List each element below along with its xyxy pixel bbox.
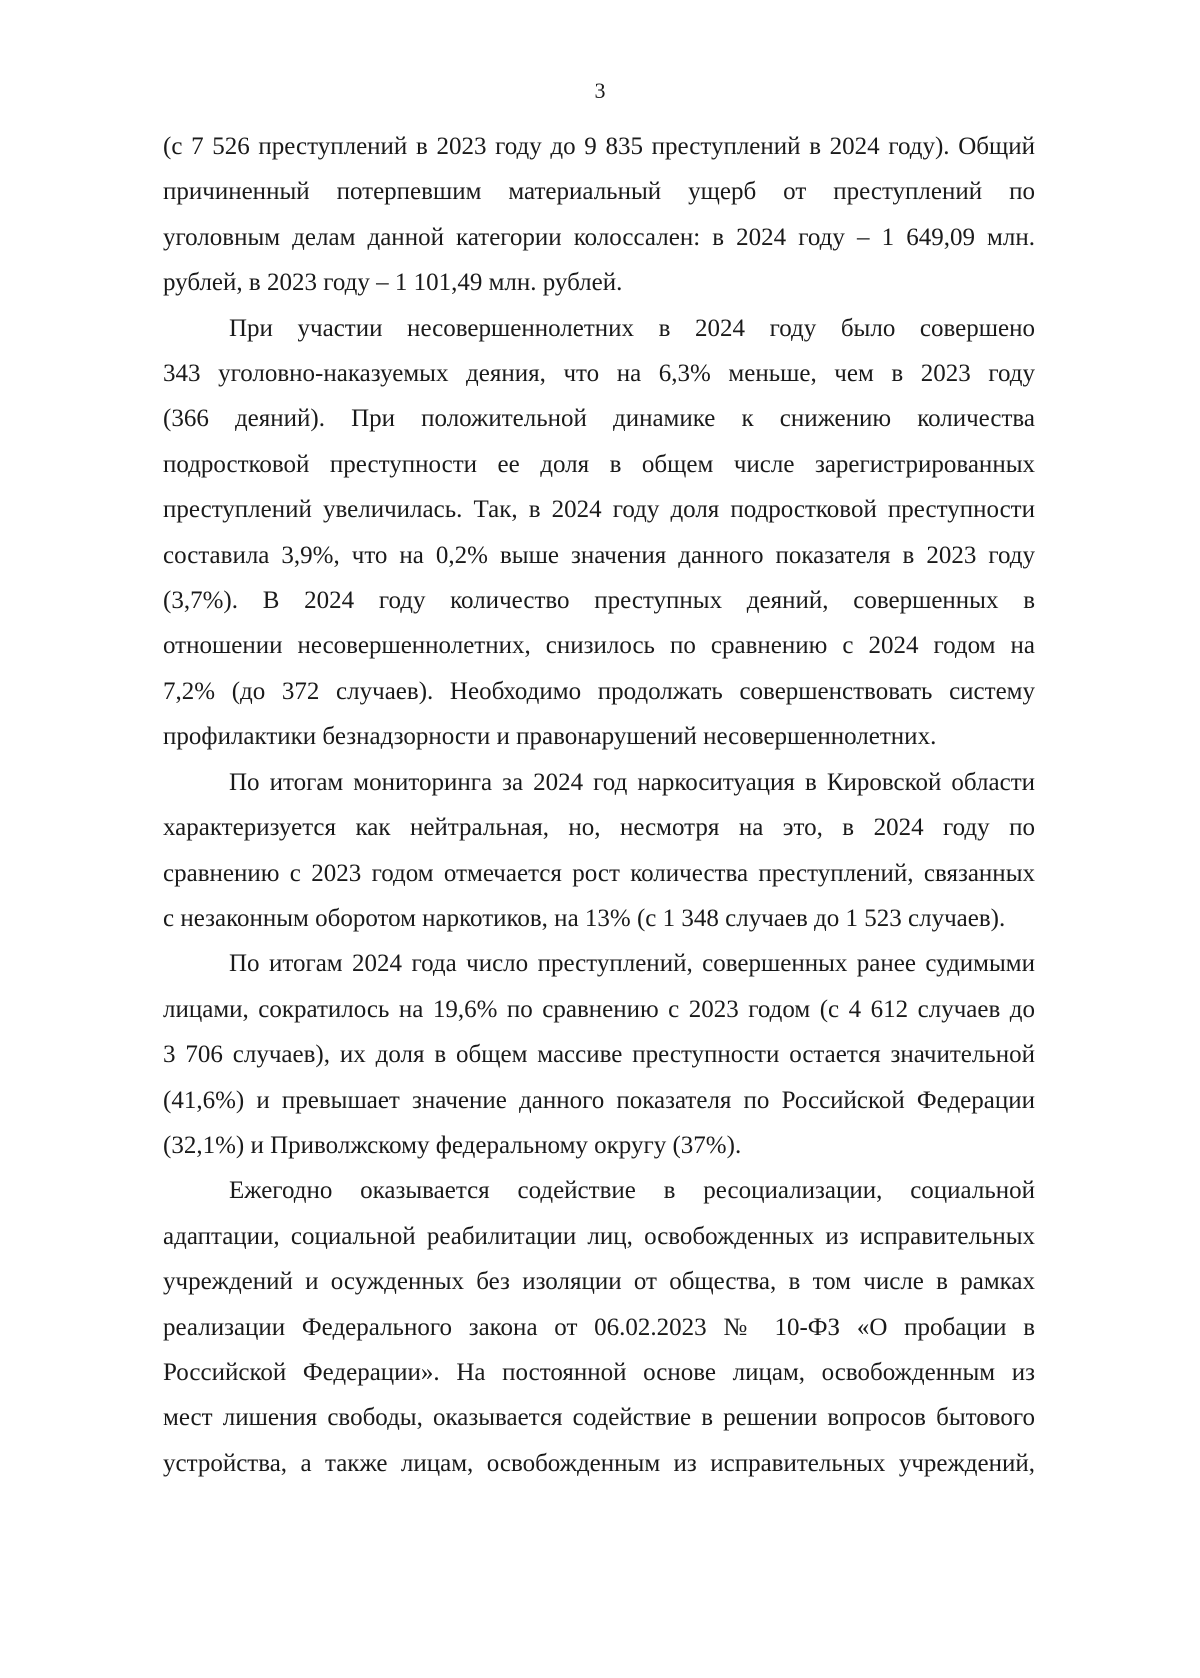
text-line: мест лишения свободы, оказывается содействие в решении вопросов бытового xyxy=(163,1404,1035,1432)
text-line: адаптации, социальной реабилитации лиц, освобожденных из исправительных xyxy=(163,1222,1035,1250)
text-line: уголовным делам данной категории колоссален: в 2024 году – 1 649,09 млн. xyxy=(163,223,1035,251)
paragraph xyxy=(163,124,1035,306)
text-line: Российской Федерации». На постоянной основе лицам, освобожденным из xyxy=(163,1358,1035,1386)
text-line: По итогам мониторинга за 2024 год наркоситуация в Кировской области xyxy=(229,768,1035,796)
text-line: Ежегодно оказывается содействие в ресоциализации, социальной xyxy=(229,1177,1035,1205)
text-line: учреждений и осужденных без изоляции от общества, в том числе в рамках xyxy=(163,1268,1035,1296)
text-line: (3,7%). В 2024 году количество преступных деяний, совершенных в xyxy=(163,587,1035,615)
text-line: (32,1%) и Приволжскому федеральному округу (37%). xyxy=(163,1131,742,1159)
paragraph xyxy=(163,1168,1035,1486)
text-line: подростковой преступности ее доля в общем числе зарегистрированных xyxy=(163,450,1035,478)
text-line: характеризуется как нейтральная, но, несмотря на это, в 2024 году по xyxy=(163,814,1035,842)
text-line: преступлений увеличилась. Так, в 2024 году доля подростковой преступности xyxy=(163,496,1035,524)
text-line: реализации Федерального закона от 06.02.2023 № 10-ФЗ «О пробации в xyxy=(163,1313,1035,1341)
text-line: лицами, сократилось на 19,6% по сравнению с 2023 годом (с 4 612 случаев до xyxy=(163,995,1035,1023)
text-line: 3 706 случаев), их доля в общем массиве преступности остается значительной xyxy=(163,1041,1035,1069)
paragraph xyxy=(163,760,1035,942)
paragraph xyxy=(163,306,1035,760)
text-line: профилактики безнадзорности и правонарушений несовершеннолетних. xyxy=(163,723,937,751)
text-line: составила 3,9%, что на 0,2% выше значения данного показателя в 2023 году xyxy=(163,541,1035,569)
text-line: сравнению с 2023 годом отмечается рост количества преступлений, связанных xyxy=(163,859,1035,887)
text-line: (41,6%) и превышает значение данного показателя по Российской Федерации xyxy=(163,1086,1035,1114)
text-line: При участии несовершеннолетних в 2024 году было совершено xyxy=(229,314,1035,342)
paragraph xyxy=(163,941,1035,1168)
text-line: отношении несовершеннолетних, снизилось по сравнению с 2024 годом на xyxy=(163,632,1035,660)
page-number: 3 xyxy=(594,78,606,103)
text-line: (с 7 526 преступлений в 2023 году до 9 835 преступлений в 2024 году). Общий xyxy=(163,133,1035,160)
text-line: (366 деяний). При положительной динамике к снижению количества xyxy=(163,405,1035,433)
text-line: 343 уголовно-наказуемых деяния, что на 6,3% меньше, чем в 2023 году xyxy=(163,360,1035,388)
document-body xyxy=(163,124,1035,1486)
text-line: устройства, а также лицам, освобожденным из исправительных учреждений, xyxy=(163,1449,1035,1477)
text-line: По итогам 2024 года число преступлений, совершенных ранее судимыми xyxy=(229,950,1035,978)
text-line: рублей, в 2023 году – 1 101,49 млн. рублей. xyxy=(163,269,623,297)
text-line: с незаконным оборотом наркотиков, на 13% (с 1 348 случаев до 1 523 случаев). xyxy=(163,904,1006,932)
text-line: 7,2% (до 372 случаев). Необходимо продолжать совершенствовать систему xyxy=(163,677,1035,705)
text-line: причиненный потерпевшим материальный ущерб от преступлений по xyxy=(163,178,1035,206)
